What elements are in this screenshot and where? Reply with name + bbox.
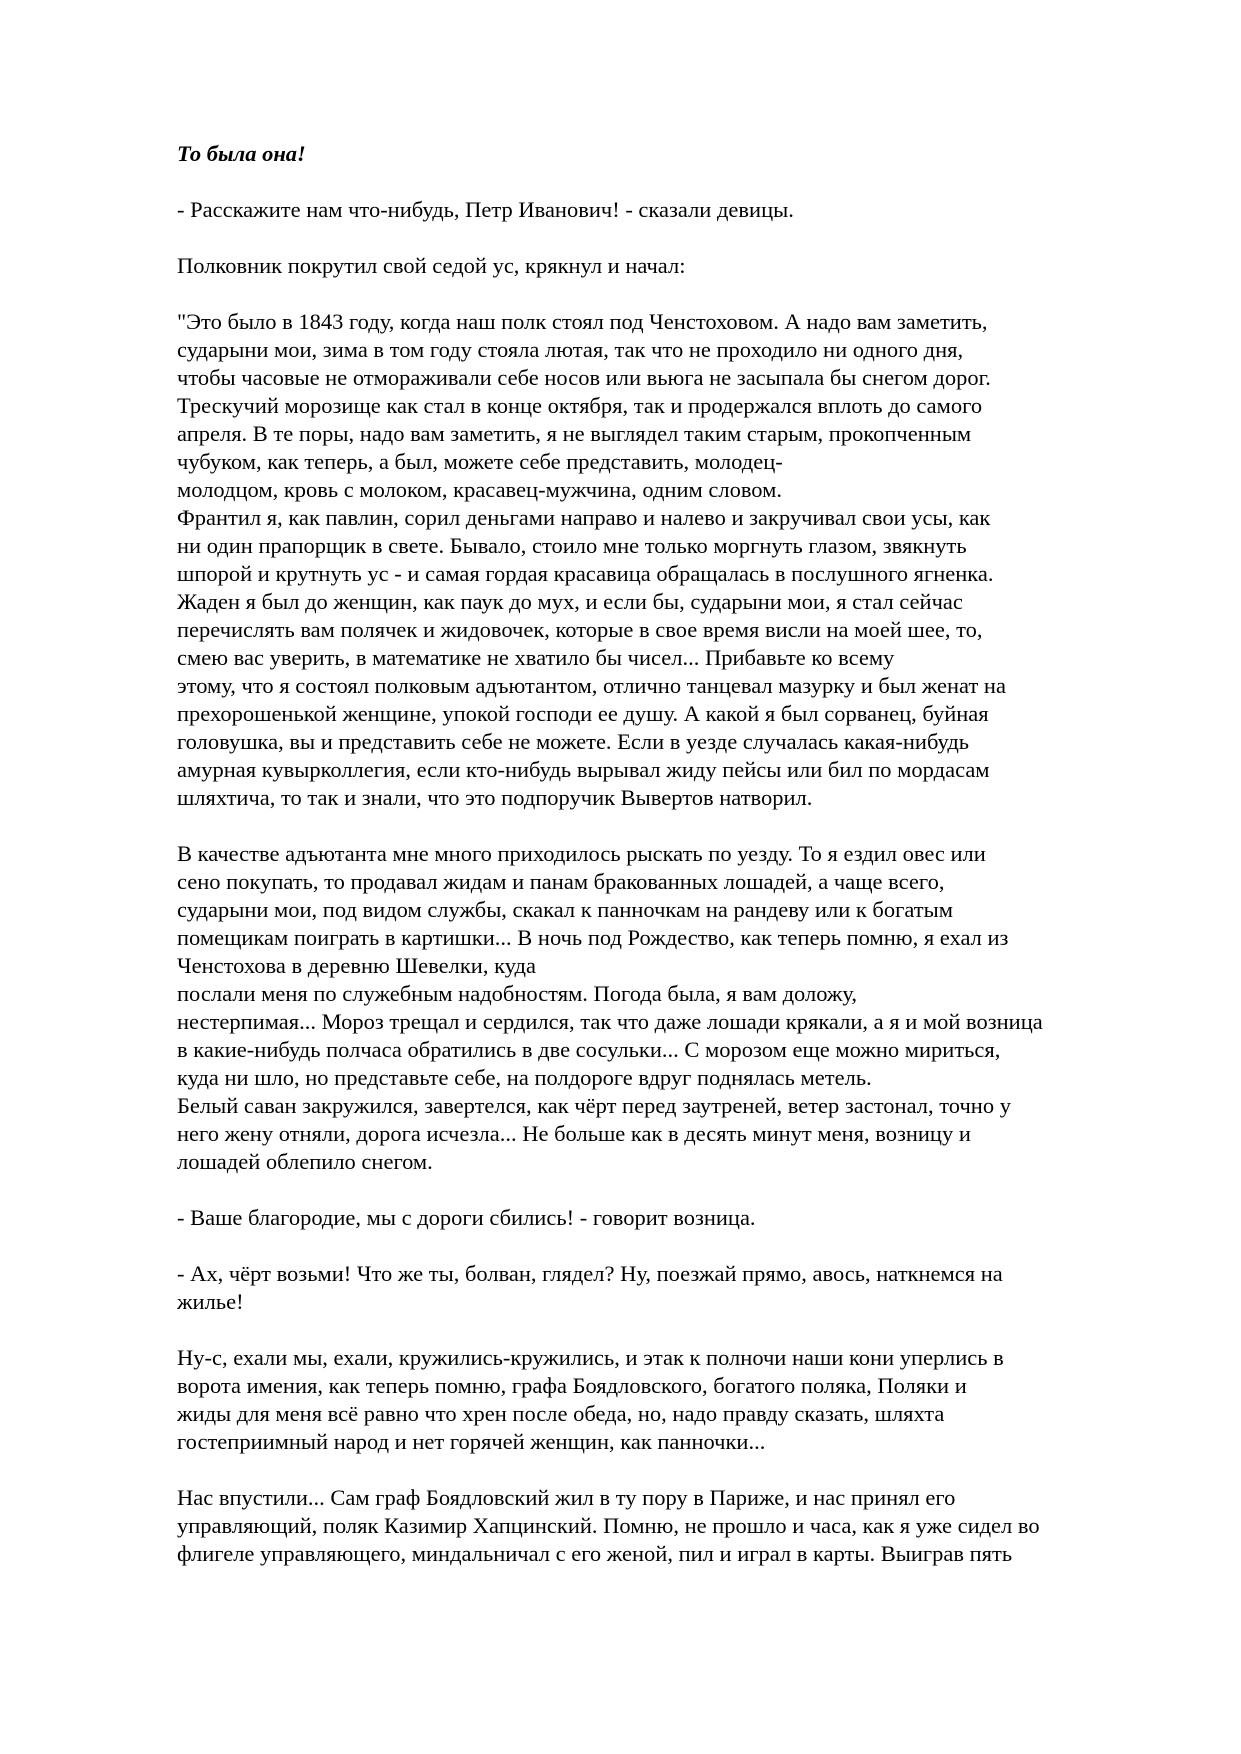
- text-line: В качестве адъютанта мне много приходилось рыскать по уезду. То я ездил овес или: [177, 841, 986, 866]
- paragraph: [177, 252, 1177, 280]
- text-line: Нас впустили... Сам граф Боядловский жил в ту пору в Париже, и нас принял его: [177, 1485, 956, 1510]
- text-line: головушка, вы и представить себе не можете. Если в уезде случалась какая-нибудь: [177, 729, 970, 754]
- text-line: этому, что я состоял полковым адъютантом, отлично танцевал мазурку и был женат на: [177, 673, 1006, 698]
- text-line: шпорой и крутнуть ус - и самая гордая красавица обращалась в послушного ягненка.: [177, 561, 994, 586]
- text-line: апреля. В те поры, надо вам заметить, я не выглядел таким старым, прокопченным: [177, 421, 972, 446]
- paragraph: [177, 308, 1177, 812]
- document-body: [177, 140, 1177, 1596]
- text-line: - Расскажите нам что-нибудь, Петр Иванович! - сказали девицы.: [177, 197, 794, 222]
- paragraph: [177, 1344, 1177, 1456]
- text-line: лошадей облепило снегом.: [177, 1149, 433, 1174]
- text-line: сударыни мои, под видом службы, скакал к панночкам на рандеву или к богатым: [177, 897, 953, 922]
- text-line: Жаден я был до женщин, как паук до мух, и если бы, сударыни мои, я стал сейчас: [177, 589, 963, 614]
- text-line: ворота имения, как теперь помню, графа Боядловского, богатого поляка, Поляки и: [177, 1373, 967, 1398]
- story-title: То была она!: [177, 141, 306, 166]
- text-line: Трескучий морозище как стал в конце октября, так и продержался вплоть до самого: [177, 393, 983, 418]
- text-line: нестерпимая... Мороз трещал и сердился, так что даже лошади крякали, а я и мой возница: [177, 1009, 1043, 1034]
- text-line: жилье!: [177, 1289, 244, 1314]
- text-line: перечислять вам полячек и жидовочек, которые в свое время висли на моей шее, то,: [177, 617, 983, 642]
- paragraph: [177, 840, 1177, 1176]
- paragraph: [177, 1204, 1177, 1232]
- text-line: в какие-нибудь полчаса обратились в две сосульки... С морозом еще можно мириться,: [177, 1037, 1001, 1062]
- text-line: сено покупать, то продавал жидам и панам бракованных лошадей, а чаще всего,: [177, 869, 945, 894]
- text-line: послали меня по служебным надобностям. Погода была, я вам доложу,: [177, 981, 858, 1006]
- text-line: чубуком, как теперь, а был, можете себе представить, молодец-: [177, 449, 783, 474]
- text-line: жиды для меня всё равно что хрен после обеда, но, надо правду сказать, шляхта: [177, 1401, 945, 1426]
- text-line: Белый саван закружился, завертелся, как чёрт перед заутреней, ветер застонал, точно у: [177, 1093, 1011, 1118]
- text-line: помещикам поиграть в картишки... В ночь под Рождество, как теперь помню, я ехал из: [177, 925, 1009, 950]
- text-line: ни один прапорщик в свете. Бывало, стоило мне только моргнуть глазом, звякнуть: [177, 533, 967, 558]
- text-line: Полковник покрутил свой седой ус, крякнул и начал:: [177, 253, 686, 278]
- paragraph: [177, 196, 1177, 224]
- text-line: гостеприимный народ и нет горячей женщин, как панночки...: [177, 1429, 766, 1454]
- text-line: молодцом, кровь с молоком, красавец-мужчина, одним словом.: [177, 477, 782, 502]
- text-line: чтобы часовые не отмораживали себе носов или вьюга не засыпала бы снегом дорог.: [177, 365, 991, 390]
- text-line: - Ах, чёрт возьми! Что же ты, болван, глядел? Ну, поезжай прямо, авось, наткнемся на: [177, 1261, 1003, 1286]
- text-line: управляющий, поляк Казимир Хапцинский. Помню, не прошло и часа, как я уже сидел во: [177, 1513, 1040, 1538]
- text-line: шляхтича, то так и знали, что это подпоручик Вывертов натворил.: [177, 785, 813, 810]
- text-line: "Это было в 1843 году, когда наш полк стоял под Ченстоховом. А надо вам заметить,: [177, 309, 988, 334]
- text-line: смею вас уверить, в математике не хватило бы чисел... Прибавьте ко всему: [177, 645, 895, 670]
- text-line: прехорошенькой женщине, упокой господи ее душу. А какой я был сорванец, буйная: [177, 701, 989, 726]
- text-line: амурная кувырколлегия, если кто-нибудь вырывал жиду пейсы или бил по мордасам: [177, 757, 990, 782]
- paragraph: [177, 1260, 1177, 1316]
- text-line: него жену отняли, дорога исчезла... Не больше как в десять минут меня, возницу и: [177, 1121, 971, 1146]
- text-line: куда ни шло, но представьте себе, на полдороге вдруг поднялась метель.: [177, 1065, 872, 1090]
- paragraph: [177, 1484, 1177, 1568]
- text-line: флигеле управляющего, миндальничал с его женой, пил и играл в карты. Выиграв пять: [177, 1541, 1013, 1566]
- text-line: Ченстохова в деревню Шевелки, куда: [177, 953, 536, 978]
- text-line: Франтил я, как павлин, сорил деньгами направо и налево и закручивал свои усы, как: [177, 505, 991, 530]
- paragraph-list: [177, 196, 1177, 1568]
- text-line: сударыни мои, зима в том году стояла лютая, так что не проходило ни одного дня,: [177, 337, 964, 362]
- text-line: Ну-с, ехали мы, ехали, кружились-кружились, и этак к полночи наши кони уперлись в: [177, 1345, 1004, 1370]
- text-line: - Ваше благородие, мы с дороги сбились! - говорит возница.: [177, 1205, 756, 1230]
